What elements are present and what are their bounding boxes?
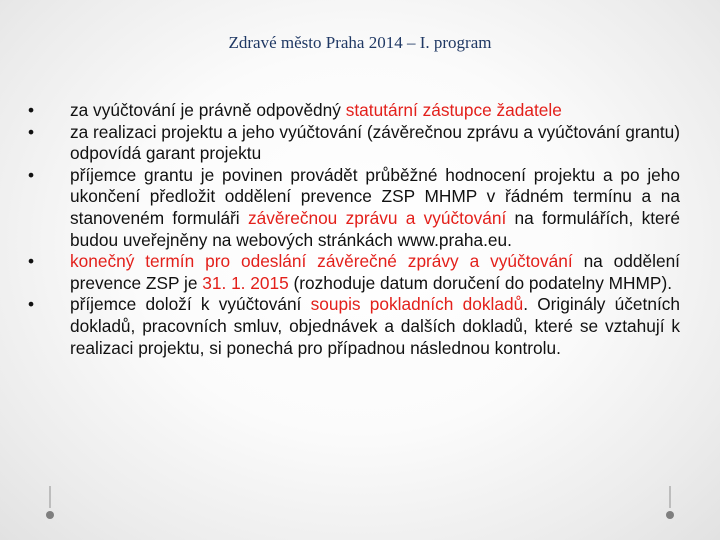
body-text: na formulářích, které budou uveřejněny na webových stránkách www.praha.eu. xyxy=(70,207,681,250)
bullet-icon: • xyxy=(28,251,35,272)
highlighted-text: závěrečnou zprávu a vyúčtování xyxy=(247,207,507,228)
bullet-icon: • xyxy=(28,164,35,185)
body-text: příjemce grantu je povinen provádět průběžné hodnocení projektu a po jeho ukončení předložit oddělení prevence ZSP MHMP v řádném termínu a na stanoveném formuláři xyxy=(70,164,680,228)
bullet-item xyxy=(28,122,680,165)
body-text: na oddělení prevence ZSP je xyxy=(70,251,680,293)
left-pin-line xyxy=(49,486,51,508)
right-pin-line xyxy=(669,486,671,508)
bullet-icon: • xyxy=(28,121,35,142)
bullet-icon: • xyxy=(28,100,35,120)
slide-content xyxy=(28,100,680,359)
slide-title: Zdravé město Praha 2014 – I. program xyxy=(228,33,492,52)
bullet-item xyxy=(28,165,680,251)
body-text: za vyúčtování je právně odpovědný xyxy=(70,100,346,120)
highlighted-text: soupis pokladních dokladů xyxy=(310,294,524,315)
highlighted-text: statutární zástupce žadatele xyxy=(345,100,562,120)
bullet-icon: • xyxy=(28,294,35,315)
body-text: příjemce doloží k vyúčtování xyxy=(70,294,311,315)
body-text: za realizaci projektu a jeho vyúčtování (závěrečnou zprávu a vyúčtování grantu) odpovídá garant projektu xyxy=(70,121,680,164)
left-pin-icon xyxy=(46,511,54,519)
bullet-item xyxy=(28,100,680,122)
highlighted-text: konečný termín pro odeslání závěrečné zprávy a vyúčtování xyxy=(70,251,573,272)
bullet-item xyxy=(28,251,680,294)
bullet-list xyxy=(28,100,680,359)
body-text: . Originály účetních dokladů, pracovních smluv, objednávek a dalších dokladů, které se vztahují k realizaci projektu, si ponechá pro případnou následnou kontrolu. xyxy=(70,294,680,358)
right-pin-icon xyxy=(666,511,674,519)
highlighted-text: 31. 1. 2015 xyxy=(202,272,289,293)
bullet-item xyxy=(28,294,680,359)
body-text: (rozhoduje datum doručení do podatelny MHMP). xyxy=(288,272,673,293)
